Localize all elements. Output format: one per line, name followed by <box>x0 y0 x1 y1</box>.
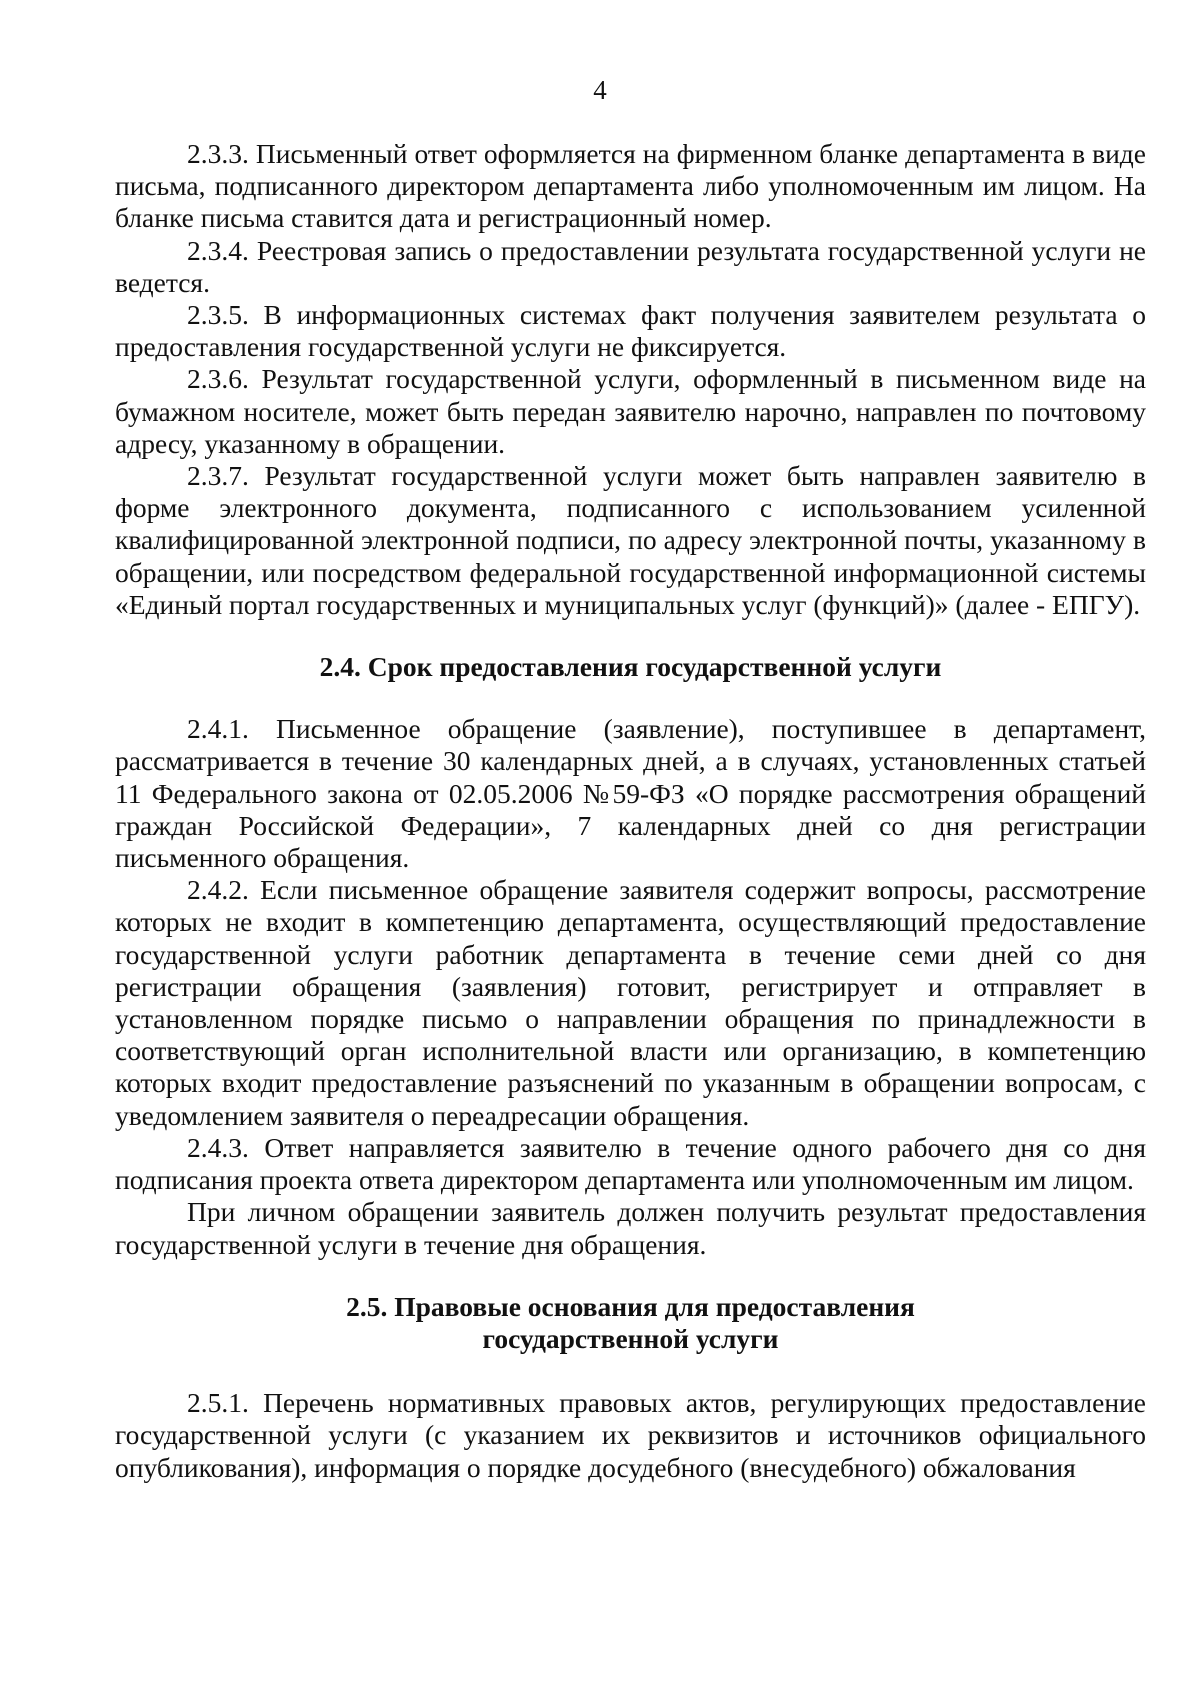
section-2-5 <box>115 1291 1146 1484</box>
section-heading-2-5-line2: государственной услуги <box>482 1322 779 1354</box>
paragraph-2-3-7: 2.3.7. Результат государственной услуги может быть направлен заявителю в форме электронного документа, подписанного с использованием усиленной квалифицированной электронной подписи, по адресу электронной почты, указанному в обращении, или посредством федеральной государственной информационной системы «Единый портал государственных и муниципальных услуг (функций)» (далее - ЕПГУ). <box>115 460 1146 620</box>
section-heading-2-4: 2.4. Срок предоставления государственной услуги <box>319 651 942 683</box>
section-2-4 <box>115 651 1146 1261</box>
paragraph-2-5-1: 2.5.1. Перечень нормативных правовых актов, регулирующих предоставление государственной услуги (с указанием их реквизитов и источников официального опубликования), информация о порядке досудебного (внесудебного) обжалования <box>115 1387 1146 1483</box>
paragraph-2-3-5: 2.3.5. В информационных системах факт получения заявителем результата о предоставления государственной услуги не фиксируется. <box>115 299 1146 363</box>
paragraph-2-3-4: 2.3.4. Реестровая запись о предоставлении результата государственной услуги не ведется. <box>115 234 1146 298</box>
document-body <box>115 138 1146 1484</box>
paragraph-2-4-2: 2.4.2. Если письменное обращение заявителя содержит вопросы, рассмотрение которых не входит в компетенцию департамента, осуществляющий предоставление государственной услуги работник департамента в течение семи дней со дня регистрации обращения (заявления) готовит, регистрирует и отправляет в установленном порядке письмо о направлении обращения по принадлежности в соответствующий орган исполнительной власти или организацию, в компетенцию которых входит предоставление разъяснений по указанным в обращении вопросам, с уведомлением заявителя о переадресации обращения. <box>115 874 1146 1131</box>
section-heading-2-5 <box>115 1291 1146 1355</box>
paragraph-2-3-6: 2.3.6. Результат государственной услуги, оформленный в письменном виде на бумажном носителе, может быть передан заявителю нарочно, направлен по почтовому адресу, указанному в обращении. <box>115 363 1146 459</box>
paragraph-2-4-3: 2.4.3. Ответ направляется заявителю в течение одного рабочего дня со дня подписания проекта ответа директором департамента или уполномоченным им лицом. <box>115 1131 1146 1196</box>
section-2-3 <box>115 138 1146 621</box>
section-heading-2-5-line1: 2.5. Правовые основания для предоставления <box>346 1290 915 1322</box>
paragraph-personal-request: При личном обращении заявитель должен получить результат предоставления государственной услуги в течение дня обращения. <box>115 1196 1146 1260</box>
paragraph-2-4-1: 2.4.1. Письменное обращение (заявление), поступившее в департамент, рассматривается в течение 30 календарных дней, а в случаях, установленных статьей 11 Федерального закона от 02.05.2006 №59-ФЗ «О порядке рассмотрения обращений граждан Российской Федерации», 7 календарных дней со дня регистрации письменного обращения. <box>115 713 1146 874</box>
page-number: 4 <box>593 75 607 105</box>
paragraph-2-3-3: 2.3.3. Письменный ответ оформляется на фирменном бланке департамента в виде письма, подписанного директором департамента либо уполномоченным им лицом. На бланке письма ставится дата и регистрационный номер. <box>115 138 1146 234</box>
